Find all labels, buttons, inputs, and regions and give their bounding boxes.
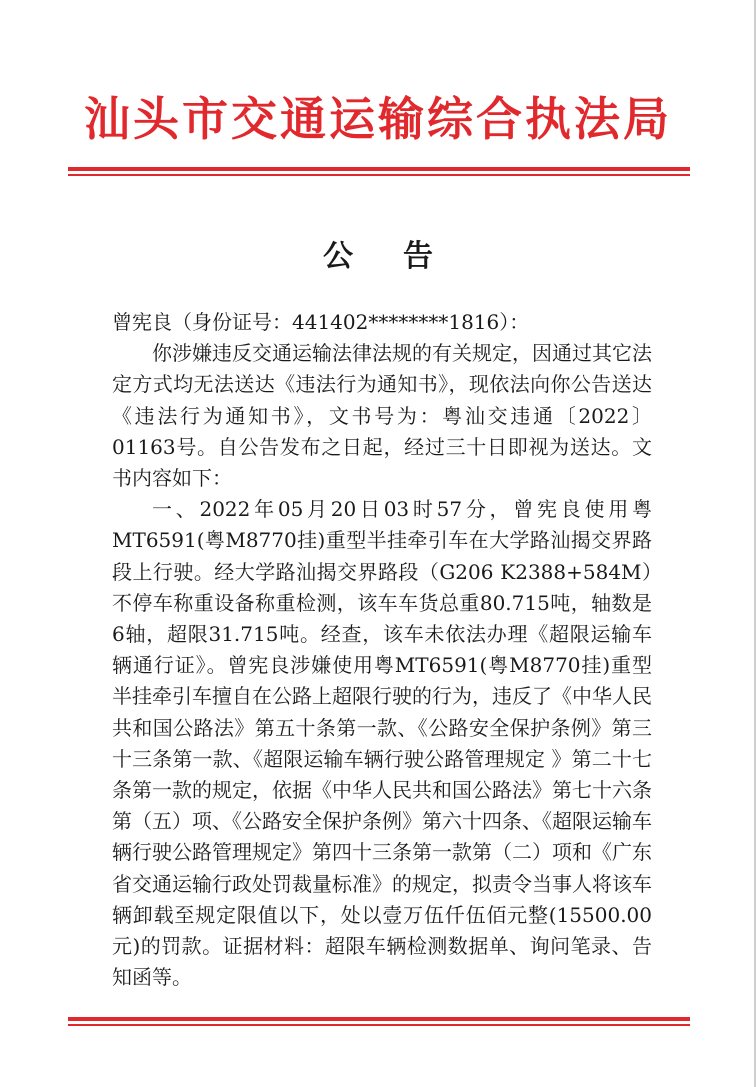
paragraph-service: 你涉嫌违反交通运输法律法规的有关规定，因通过其它法定方式均无法送达《违法行为通知书》，现依法向你公告送达《违法行为通知书》，文书号为：粤汕交违通〔2022〕01163号。自公告发布之日起，经过三十日即视为送达。文书内容如下： xyxy=(112,341,652,491)
salutation: 曾宪良（身份证号：441402********1816）： xyxy=(112,310,530,334)
footer-rule-thin xyxy=(68,1024,690,1026)
notice-title: 公告 xyxy=(323,239,483,274)
paragraph-violation: 一、2022年05月20日03时57分，曾宪良使用粤MT6591(粤M8770挂)重型半挂牵引车在大学路汕揭交界路段上行驶。经大学路汕揭交界路段（G206 K2388+584M）不停车称重设备称重检测，该车车货总重80.715吨，轴数是6轴，超限31.715吨。经查，该车未依法办理《超限运输车辆通行证》。曾宪良涉嫌使用粤MT6591(粤M8770挂)重型半挂牵引车擅自在公路上超限行驶的行为，违反了《中华人民共和国公路法》第五十条第一款、《公路安全保护条例》第三十三条第一款、《超限运输车辆行驶公路管理规定 》第二十七条第一款的规定，依据《中华人民共和国公路法》第七十六条第（五）项、《公路安全保护条例》第六十四条、《超限运输车辆行驶公路管理规定》第四十三条第一款第（二）项和《广东省交通运输行政处罚裁量标准》的规定，拟责令当事人将该车辆卸载至规定限值以下，处以壹万伍仟伍佰元整(15500.00元)的罚款。证据材料：超限车辆检测数据单、询问笔录、告知函等。 xyxy=(112,497,652,990)
footer-rule-thick xyxy=(68,1017,690,1021)
header-rule-thin xyxy=(68,174,690,176)
issuing-authority-header: 汕头市交通运输综合执法局 xyxy=(84,92,672,146)
notice-body xyxy=(112,307,652,993)
header-rule-thick xyxy=(68,167,690,171)
